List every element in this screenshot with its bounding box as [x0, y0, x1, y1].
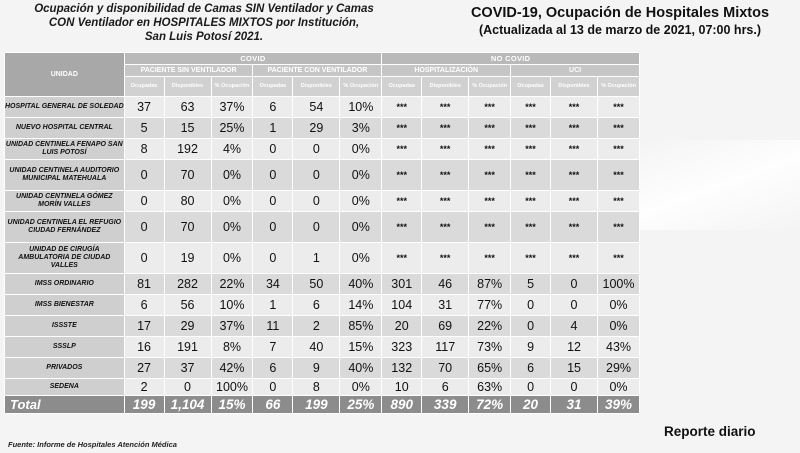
table-cell: 6 — [124, 295, 164, 316]
table-cell: *** — [598, 139, 640, 160]
table-cell: 46 — [422, 274, 469, 295]
table-cell: *** — [598, 97, 640, 118]
table-cell: 0 — [124, 243, 164, 274]
table-cell: 0 — [253, 212, 293, 243]
table-cell: 1 — [253, 118, 293, 139]
table-cell: 17 — [124, 316, 164, 337]
table-cell: 22% — [469, 316, 511, 337]
left-title-line-2: CON Ventilador en HOSPITALES MIXTOS por Institución, — [48, 17, 360, 29]
table-cell: *** — [382, 97, 422, 118]
table-cell: 65% — [469, 358, 511, 379]
table-cell: 37 — [164, 358, 211, 379]
table-cell: 8% — [211, 337, 253, 358]
table-cell: *** — [469, 243, 511, 274]
table-cell: 11 — [253, 316, 293, 337]
table-cell: *** — [598, 243, 640, 274]
table-cell: 6 — [293, 295, 340, 316]
unit-name: SSSLP — [5, 337, 125, 358]
table-cell: *** — [551, 118, 598, 139]
subheader-pct-ocupacion: % Ocupación — [598, 77, 640, 97]
table-cell: 4% — [211, 139, 253, 160]
table-cell: *** — [551, 243, 598, 274]
table-cell: *** — [551, 191, 598, 212]
table-cell: 6 — [422, 379, 469, 396]
table-cell: *** — [382, 243, 422, 274]
table-cell: *** — [511, 97, 551, 118]
table-cell: 3% — [340, 118, 382, 139]
table-cell: 301 — [382, 274, 422, 295]
table-cell: 42% — [211, 358, 253, 379]
table-cell: 14% — [340, 295, 382, 316]
table-cell: 70 — [164, 212, 211, 243]
unit-name: ISSSTE — [5, 316, 125, 337]
subheader-pct-ocupacion: % Ocupación — [340, 77, 382, 97]
page-title: COVID-19, Ocupación de Hospitales Mixtos — [470, 5, 770, 21]
total-row — [5, 396, 640, 414]
total-cell: 199 — [293, 396, 340, 414]
table-cell: 0 — [124, 212, 164, 243]
table-cell: 0% — [340, 243, 382, 274]
table-cell: *** — [598, 191, 640, 212]
unit-name: UNIDAD CENTINELA GÓMEZ MORÍN VALLES — [5, 191, 125, 212]
table-cell: *** — [382, 139, 422, 160]
table-cell: 0 — [253, 191, 293, 212]
unit-name: SEDENA — [5, 379, 125, 396]
table-cell: 282 — [164, 274, 211, 295]
table-cell: *** — [598, 160, 640, 191]
table-cell: 15 — [551, 358, 598, 379]
table-cell: 0 — [124, 191, 164, 212]
table-cell: 25% — [211, 118, 253, 139]
table-row — [5, 243, 640, 274]
occupancy-table — [4, 52, 640, 414]
table-cell: 87% — [469, 274, 511, 295]
unit-name: IMSS BIENESTAR — [5, 295, 125, 316]
header-no-covid: NO COVID — [382, 53, 640, 65]
table-cell: 132 — [382, 358, 422, 379]
table-row — [5, 274, 640, 295]
table-cell: 70 — [422, 358, 469, 379]
table-cell: 0% — [211, 191, 253, 212]
table-cell: 40% — [340, 274, 382, 295]
table-cell: *** — [469, 191, 511, 212]
table-cell: 31 — [422, 295, 469, 316]
table-row — [5, 379, 640, 396]
table-cell: 43% — [598, 337, 640, 358]
table-cell: 0 — [124, 160, 164, 191]
table-cell: 10 — [382, 379, 422, 396]
table-cell: 100% — [598, 274, 640, 295]
total-cell: 20 — [511, 396, 551, 414]
table-cell: *** — [551, 139, 598, 160]
unit-name: UNIDAD CENTINELA EL REFUGIO CIUDAD FERNÁNDEZ — [5, 212, 125, 243]
table-cell: 27 — [124, 358, 164, 379]
table-cell: 6 — [253, 97, 293, 118]
table-cell: 0 — [551, 379, 598, 396]
table-cell: 1 — [293, 243, 340, 274]
unit-name: IMSS ORDINARIO — [5, 274, 125, 295]
table-cell: *** — [511, 191, 551, 212]
unit-name: UNIDAD CENTINELA FENAPO SAN LUIS POTOSÍ — [5, 139, 125, 160]
total-cell: 72% — [469, 396, 511, 414]
table-cell: 29 — [293, 118, 340, 139]
table-cell: 40 — [293, 337, 340, 358]
table-cell: 0% — [340, 139, 382, 160]
table-cell: 0 — [253, 139, 293, 160]
table-row — [5, 97, 640, 118]
table-cell: 104 — [382, 295, 422, 316]
total-cell: 1,104 — [164, 396, 211, 414]
left-title-line-3: San Luis Potosí 2021. — [144, 31, 264, 43]
table-cell: 6 — [253, 358, 293, 379]
table-row — [5, 295, 640, 316]
table-row — [5, 358, 640, 379]
table-cell: 0% — [340, 160, 382, 191]
table-cell: 0 — [293, 212, 340, 243]
table-cell: *** — [469, 160, 511, 191]
subheader-ocupadas: Ocupadas — [253, 77, 293, 97]
table-cell: 2 — [293, 316, 340, 337]
table-cell: *** — [551, 212, 598, 243]
table-row — [5, 316, 640, 337]
table-cell: 0 — [253, 160, 293, 191]
header-group-sin-ventilador: PACIENTE SIN VENTILADOR — [124, 65, 253, 77]
table-cell: *** — [469, 118, 511, 139]
table-cell: *** — [469, 97, 511, 118]
table-cell: 0% — [598, 295, 640, 316]
subheader-pct-ocupacion: % Ocupación — [211, 77, 253, 97]
right-title — [440, 4, 800, 38]
table-row — [5, 337, 640, 358]
table-cell: *** — [422, 191, 469, 212]
source-note: Fuente: Informe de Hospitales Atención Médica — [8, 440, 177, 449]
table-row — [5, 160, 640, 191]
table-cell: 81 — [124, 274, 164, 295]
table-cell: 0 — [551, 274, 598, 295]
table-cell: 40% — [340, 358, 382, 379]
table-cell: 37% — [211, 97, 253, 118]
subheader-disponibles: Disponibles — [422, 77, 469, 97]
table-cell: *** — [511, 212, 551, 243]
table-cell: 0 — [293, 160, 340, 191]
total-cell: 15% — [211, 396, 253, 414]
table-row — [5, 212, 640, 243]
total-cell: 339 — [422, 396, 469, 414]
table-cell: *** — [422, 118, 469, 139]
table-cell: 85% — [340, 316, 382, 337]
table-cell: *** — [469, 212, 511, 243]
table-cell: *** — [422, 139, 469, 160]
table-row — [5, 191, 640, 212]
table-cell: *** — [469, 139, 511, 160]
table-cell: 10% — [211, 295, 253, 316]
table-cell: 191 — [164, 337, 211, 358]
table-cell: 0 — [253, 379, 293, 396]
table-cell: 29% — [598, 358, 640, 379]
table-cell: 5 — [124, 118, 164, 139]
table-cell: 100% — [211, 379, 253, 396]
table-cell: 70 — [164, 160, 211, 191]
table-row — [5, 139, 640, 160]
table-cell: *** — [511, 139, 551, 160]
table-cell: 6 — [511, 358, 551, 379]
table-row — [5, 118, 640, 139]
header-covid: COVID — [124, 53, 382, 65]
table-body — [5, 97, 640, 414]
table-cell: 8 — [293, 379, 340, 396]
table-cell: 9 — [293, 358, 340, 379]
table-cell: 20 — [382, 316, 422, 337]
table-cell: 0 — [164, 379, 211, 396]
reporte-diario-label: Reporte diario — [664, 424, 756, 439]
table-cell: 10% — [340, 97, 382, 118]
subheader-disponibles: Disponibles — [164, 77, 211, 97]
total-cell: 31 — [551, 396, 598, 414]
table-cell: 34 — [253, 274, 293, 295]
table-cell: 37% — [211, 316, 253, 337]
table-cell: 0% — [211, 160, 253, 191]
table-cell: 29 — [164, 316, 211, 337]
table-cell: *** — [511, 160, 551, 191]
unit-name: HOSPITAL GENERAL DE SOLEDAD — [5, 97, 125, 118]
table-cell: 0 — [511, 379, 551, 396]
table-cell: 9 — [511, 337, 551, 358]
table-cell: 56 — [164, 295, 211, 316]
table-cell: 15% — [340, 337, 382, 358]
table-cell: *** — [598, 118, 640, 139]
table-cell: 0 — [511, 316, 551, 337]
table-cell: *** — [422, 97, 469, 118]
total-label: Total — [5, 396, 125, 414]
table-cell: *** — [551, 97, 598, 118]
total-cell: 39% — [598, 396, 640, 414]
table-cell: 12 — [551, 337, 598, 358]
table-cell: *** — [422, 160, 469, 191]
table-cell: 0% — [211, 243, 253, 274]
table-cell: 22% — [211, 274, 253, 295]
subheader-ocupadas: Ocupadas — [124, 77, 164, 97]
table-cell: 0 — [253, 243, 293, 274]
table-cell: *** — [382, 118, 422, 139]
table-cell: *** — [382, 212, 422, 243]
table-cell: 0% — [211, 212, 253, 243]
table-cell: 5 — [511, 274, 551, 295]
table-cell: 80 — [164, 191, 211, 212]
subheader-disponibles: Disponibles — [551, 77, 598, 97]
table-cell: 0% — [340, 379, 382, 396]
table-cell: 0 — [293, 139, 340, 160]
header-unidad: UNIDAD — [5, 53, 125, 97]
header-group-con-ventilador: PACIENTE CON VENTILADOR — [253, 65, 382, 77]
table-cell: 7 — [253, 337, 293, 358]
header-group-hospitalizacion: HOSPITALIZACIÓN — [382, 65, 511, 77]
table-cell: *** — [422, 243, 469, 274]
total-cell: 890 — [382, 396, 422, 414]
table-cell: 2 — [124, 379, 164, 396]
left-title — [8, 2, 400, 44]
table-cell: *** — [382, 160, 422, 191]
table-cell: 37 — [124, 97, 164, 118]
table-cell: 54 — [293, 97, 340, 118]
header-group-uci: UCI — [511, 65, 640, 77]
page-subtitle: (Actualizada al 13 de marzo de 2021, 07:00 hrs.) — [478, 23, 762, 37]
unit-name: UNIDAD DE CIRUGÍA AMBULATORIA DE CIUDAD VALLES — [5, 243, 125, 274]
unit-name: PRIVADOS — [5, 358, 125, 379]
table-cell: 50 — [293, 274, 340, 295]
table-cell: 117 — [422, 337, 469, 358]
table-cell: *** — [551, 160, 598, 191]
total-cell: 66 — [253, 396, 293, 414]
table-cell: 63% — [469, 379, 511, 396]
table-cell: 1 — [253, 295, 293, 316]
table-cell: 0 — [293, 191, 340, 212]
table-cell: 0 — [551, 295, 598, 316]
table-cell: *** — [511, 118, 551, 139]
table-cell: 8 — [124, 139, 164, 160]
table-cell: 4 — [551, 316, 598, 337]
subheader-ocupadas: Ocupadas — [382, 77, 422, 97]
table-cell: *** — [598, 212, 640, 243]
left-title-line-1: Ocupación y disponibilidad de Camas SIN Ventilador y Camas — [34, 3, 374, 15]
subheader-ocupadas: Ocupadas — [511, 77, 551, 97]
table-cell: 15 — [164, 118, 211, 139]
table-cell: 192 — [164, 139, 211, 160]
table-cell: *** — [422, 212, 469, 243]
subheader-pct-ocupacion: % Ocupación — [469, 77, 511, 97]
decorative-light-streak — [640, 140, 800, 230]
table-cell: 19 — [164, 243, 211, 274]
unit-name: NUEVO HOSPITAL CENTRAL — [5, 118, 125, 139]
table-cell: 69 — [422, 316, 469, 337]
table-cell: 73% — [469, 337, 511, 358]
table-cell: 0% — [598, 316, 640, 337]
table-cell: 0% — [340, 212, 382, 243]
table-cell: 0 — [511, 295, 551, 316]
table-cell: *** — [382, 191, 422, 212]
table-cell: *** — [511, 243, 551, 274]
table-cell: 63 — [164, 97, 211, 118]
unit-name: UNIDAD CENTINELA AUDITORIO MUNICIPAL MATEHUALA — [5, 160, 125, 191]
table-cell: 16 — [124, 337, 164, 358]
total-cell: 25% — [340, 396, 382, 414]
subheader-disponibles: Disponibles — [293, 77, 340, 97]
total-cell: 199 — [124, 396, 164, 414]
table-cell: 323 — [382, 337, 422, 358]
table-cell: 77% — [469, 295, 511, 316]
table-cell: 0% — [598, 379, 640, 396]
table-cell: 0% — [340, 191, 382, 212]
